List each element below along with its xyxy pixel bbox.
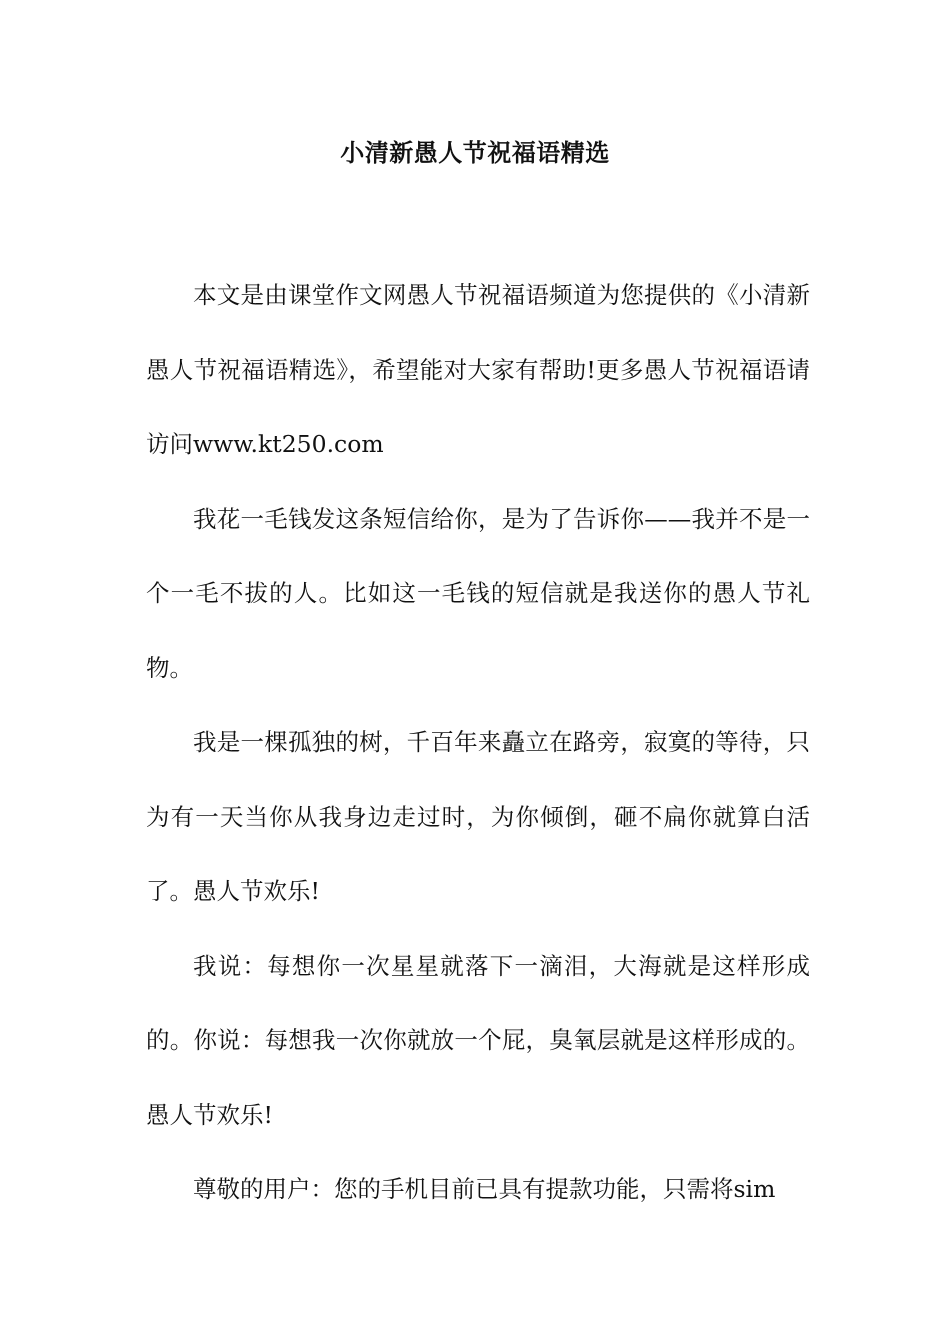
paragraph-blessing-4: 尊敬的用户：您的手机目前已具有提款功能，只需将sim [193, 1175, 776, 1203]
paragraph-intro: 本文是由课堂作文网愚人节祝福语频道为您提供的《小清新愚人节祝福语精选》，希望能对大家有帮助!更多愚人节祝福语请访问www.kt250.com [146, 281, 810, 458]
paragraph-blessing-3: 我说：每想你一次星星就落下一滴泪，大海就是这样形成的。你说：每想我一次你就放一个屁，臭氧层就是这样形成的。愚人节欢乐! [146, 951, 810, 1129]
document-body [146, 258, 810, 1227]
paragraph-blessing-1: 我花一毛钱发这条短信给你，是为了告诉你——我并不是一个一毛不拔的人。比如这一毛钱的短信就是我送你的愚人节礼物。 [146, 504, 810, 682]
document-title: 小清新愚人节祝福语精选 [340, 138, 610, 167]
paragraph-blessing-2: 我是一棵孤独的树，千百年来矗立在路旁，寂寞的等待，只为有一天当你从我身边走过时，为你倾倒，砸不扁你就算白活了。愚人节欢乐! [146, 728, 810, 905]
